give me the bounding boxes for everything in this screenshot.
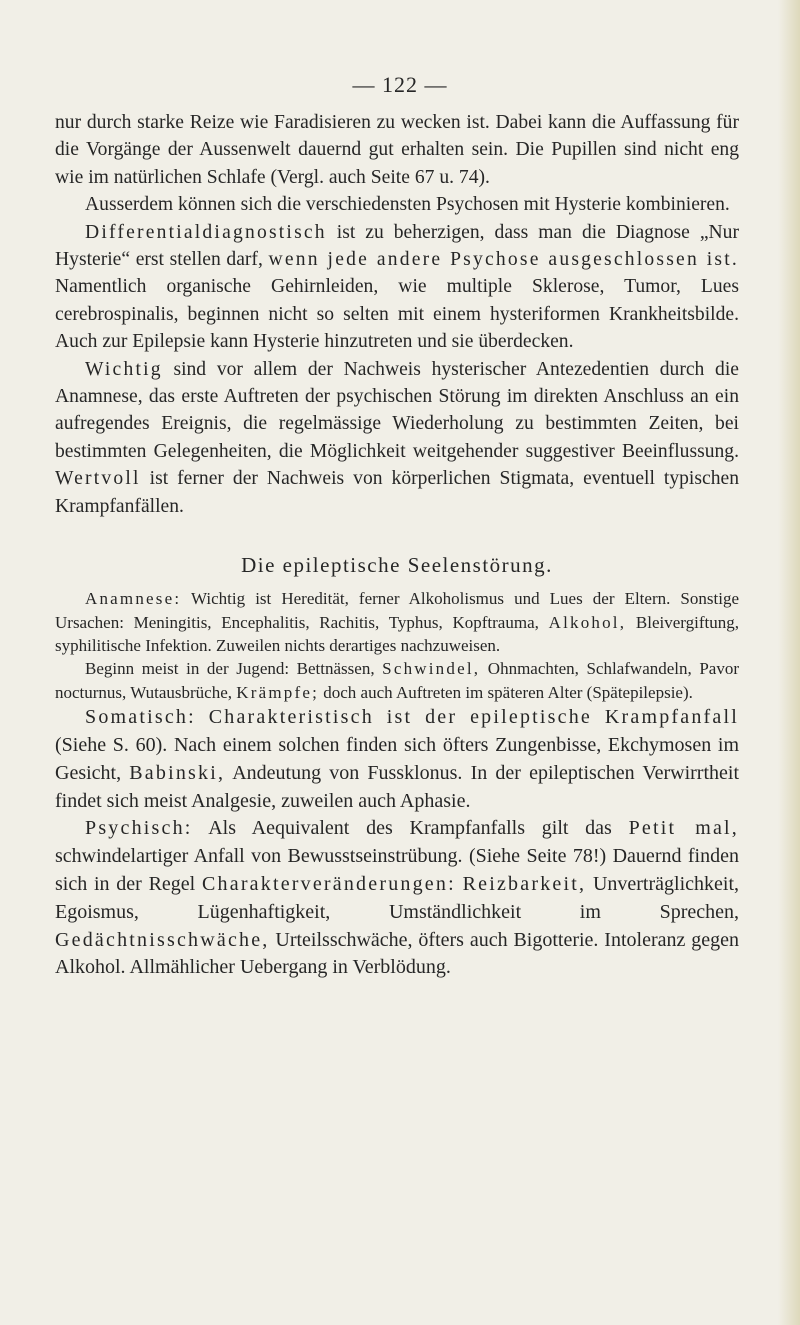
page-number: — 122 — [352,72,448,97]
paragraph-anamnese [55,587,739,657]
paragraph-hypnotic-sleep: nur durch starke Reize wie Faradisieren zu wecken ist. Dabei kann die Auffassung für die Vorgänge der Aussenwelt dauernd gut erhalten sein. Die Pupillen sind nicht eng wie im natürlichen Schlafe (Vergl. auch Seite 67 u. 74). [55,112,739,188]
paragraph-somatisch [55,704,739,815]
emphasis-kraempfe: Krämpfe; [236,682,319,702]
paragraph-text: Bleivergiftung, syphilitische Infektion. Zuweilen nichts derartiges nachzuweisen. [55,612,740,655]
emphasis-babinski: Babinski, [129,761,226,784]
emphasis-somatisch: Somatisch: Charakteristisch ist der epileptische Krampfanfall [85,706,739,729]
paragraph-beginn [55,657,739,704]
paragraph-text: Namentlich organische Gehirnleiden, wie multiple Sklerose, Tumor, Lues cerebrospinalis, beginnen nicht so selten mit einem hysteriformen Krankheitsbilde. Auch zur Epilepsie kann Hysterie hinzutreten und sie überdecken. [55,276,739,353]
paragraph-text: Ohnmachten, Schlafwandeln, Pavor nocturnus, Wutausbrüche, [55,659,739,702]
emphasis-wichtig: Wichtig [85,358,163,380]
emphasis-charakterveraenderungen: Charakterveränderungen: [202,872,456,895]
paragraph-text: ist ferner der Nachweis von körperlichen Stigmata, eventuell typischen Krampfanfällen. [55,468,739,517]
emphasis-anamnese: Anamnese: [85,589,182,609]
emphasis-wertvoll: Wertvoll [55,468,141,490]
section-heading: Die epileptische Seelenstörung. [241,553,553,578]
emphasis-differentialdiagnostisch: Differentialdiagnostisch [85,221,327,243]
paragraph-text: Andeutung von Fussklonus. In der epileptischen Verwirrtheit findet sich meist Analgesie, zuweilen auch Aphasie. [55,761,739,812]
paragraph-text: sind vor allem der Nachweis hysterischer Antezedentien durch die Anamnese, das erste Auftreten der psychischen Störung im direkten Anschluss an ein aufregendes Ereignis, die regelmässige Wiederholung zu bestimmten Zeiten, bei bestimmten Gelegenheiten, die Möglichkeit weitgehender suggestiver Beeinflussung. [55,358,739,462]
paragraph-wichtig [55,356,739,520]
paragraph-text: ist zu beherzigen, dass man die Diagnose „Nur Hysterie“ erst stellen darf, [55,221,739,271]
paragraph-text: schwindelartiger Anfall von Bewusstseinstrübung. (Siehe Seite 78!) Dauernd finden sich in der Regel [55,845,739,895]
emphasis-alkohol: Alkohol, [548,612,627,632]
emphasis-gedaechtnisschwaeche: Gedächtnisschwäche, [55,928,270,951]
paragraph-text: Als Aequivalent des Krampfanfalls gilt das [192,817,629,840]
paragraph-psychoses-combination: Ausserdem können sich die verschiedensten Psychosen mit Hysterie kombinieren. [85,194,730,216]
page-edge-shadow [778,0,800,1325]
page-body [55,109,739,982]
paragraph-text: Wichtig ist Heredität, ferner Alkoholismus und Lues der Eltern. Sonstige Ursachen: Meningitis, Encephalitis, Rachitis, Typhus, Kopftrauma, [55,589,739,632]
emphasis-petit-mal: Petit mal, [628,817,739,840]
emphasis-psychose-ausgeschlossen: wenn jede andere Psychose ausgeschlossen ist. [268,249,739,271]
paragraph-text: doch auch Auftreten im späteren Alter (Spätepilepsie). [319,682,693,702]
emphasis-psychisch: Psychisch: [85,817,193,840]
paragraph-text: Beginn meist in der Jugend: Bettnässen, [85,659,383,679]
paragraph-text [456,873,463,895]
emphasis-reizbarkeit: Reizbarkeit, [462,872,587,895]
emphasis-schwindel: Schwindel, [382,659,481,679]
paragraph-differential-diagnosis [55,219,739,356]
paragraph-psychisch [55,815,739,982]
paragraph-text: (Siehe S. 60). Nach einem solchen finden sich öfters Zungenbisse, Ekchymosen im Gesicht, [55,733,739,784]
paragraph-text: Urteilsschwäche, öfters auch Bigotterie. Intoleranz gegen Alkohol. Allmählicher Uebergang in Verblödung. [55,928,739,979]
paragraph-text: Unverträglichkeit, Egoismus, Lügenhaftigkeit, Umständlichkeit im Sprechen, [55,872,739,923]
